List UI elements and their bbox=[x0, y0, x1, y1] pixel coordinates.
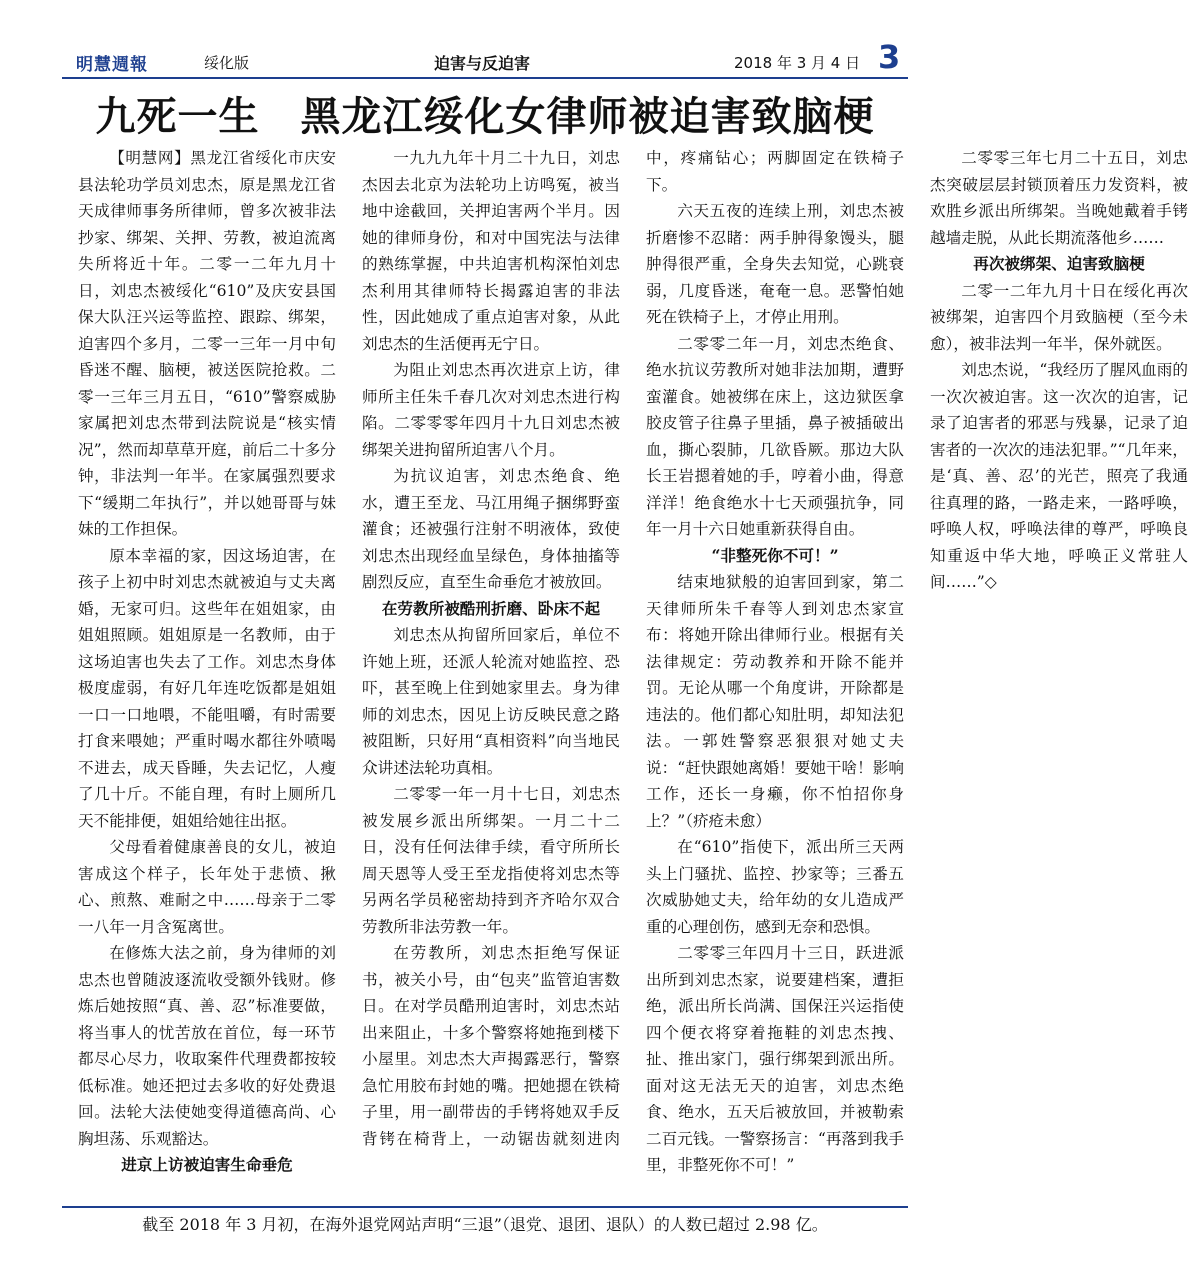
paragraph: 在劳教所，刘忠杰拒绝写保证书，被关小号，由“包夹”监管迫害数日。在对学员酷刑迫害时，刘忠杰站出来阻止，十多个警察将她拖到楼下小屋里。刘忠杰大声揭露恶行，警察急忙用胶布封她的嘴。把她摁在铁椅子里，用一副带齿的手铐将她双手反背铐在椅背上，一动锯齿就刻进肉中，疼痛钻心；两脚固定在铁椅子下。 bbox=[362, 149, 904, 1148]
paragraph: 二零零三年四月十三日，跃进派出所到刘忠杰家，说要建档案，遭拒绝，派出所长尚满、国保汪兴运指使四个便衣将穿着拖鞋的刘忠杰拽、扯、推出家门，强行绑架到派出所。面对这无法无天的迫害，刘忠杰绝食、绝水，五天后被放回，并被勒索二百元钱。一警察扬言：“再落到我手里，非整死你不可！” bbox=[646, 944, 904, 1174]
page-number: 3 bbox=[878, 38, 901, 76]
page-header bbox=[62, 38, 908, 78]
paragraph: 父母看着健康善良的女儿，被迫害成这个样子，长年处于悲愤、揪心、煎熬、难耐之中……母亲于二零一八年一月含冤离世。 bbox=[78, 838, 336, 936]
paragraph: 二零零三年七月二十五日，刘忠杰突破层层封锁顶着压力发资料，被欢胜乡派出所绑架。当晚她戴着手铐越墙走脱，从此长期流落他乡…… bbox=[930, 149, 1188, 247]
header-rule bbox=[62, 77, 908, 79]
paragraph: 在修炼大法之前，身为律师的刘忠杰也曾随波逐流收受额外钱财。修炼后她按照“真、善、忍”标准要做，将当事人的忧苦放在首位，每一环节都尽心尽力，收取案件代理费都按较低标准。她还把过去多收的好处费退回。法轮大法使她变得道德高尚、心胸坦荡、乐观豁达。 bbox=[78, 944, 336, 1148]
subheading: “非整死你不可！” bbox=[711, 545, 839, 565]
paragraph: 在“610”指使下，派出所三天两头上门骚扰、监控、抄家等；三番五次威胁她丈夫，给年幼的女儿造成严重的心理创伤，感到无奈和恐惧。 bbox=[646, 838, 904, 936]
paragraph: 二零零一年一月十七日，刘忠杰被发展乡派出所绑架。一月二十二日，没有任何法律手续，看守所所长周天恩等人受王至龙指使将刘忠杰等另两名学员秘密劫持到齐齐哈尔双合劳教所非法劳教一年。 bbox=[362, 785, 620, 936]
paragraph: 二零零二年一月，刘忠杰绝食、绝水抗议劳教所对她非法加期，遭野蛮灌食。她被绑在床上，这边狱医拿胶皮管子往鼻子里插，鼻子被插破出血，撕心裂肺，几欲昏厥。那边大队长王岩摁着她的手，哼着小曲，得意洋洋！绝食绝水十七天顽强抗争，同年一月十六日她重新获得自由。 bbox=[646, 334, 904, 538]
paragraph: 刘忠杰说，“我经历了腥风血雨的一次次被迫害。这一次次的迫害，记录了迫害者的邪恶与残暴，记录了迫害者的一次次的违法犯罪。”“几年来，是‘真、善、忍’的光芒，照亮了我通往真理的路，一路走来，一路呼唤，呼唤人权，呼唤法律的尊严，呼唤良知重返中华大地，呼唤正义常驻人间……”◇ bbox=[930, 361, 1188, 591]
section-title: 迫害与反迫害 bbox=[434, 54, 531, 73]
issue-date: 2018 年 3 月 4 日 bbox=[734, 54, 861, 72]
paragraph: 结束地狱般的迫害回到家，第二天律师所朱千春等人到刘忠杰家宣布：将她开除出律师行业。根据有关法律规定：劳动教养和开除不能并罚。无论从哪一个角度讲，开除都是违法的。他们都心知肚明，却知法犯法。一郭姓警察恶狠狠对她丈夫说：“赶快跟她离婚！要她干啥！影响工作，还长一身癞，你不怕招你身上？”（疥疮未愈） bbox=[646, 573, 904, 830]
article-title: 九死一生 黑龙江绥化女律师被迫害致脑梗 bbox=[95, 93, 875, 140]
paragraph: 为抗议迫害，刘忠杰绝食、绝水，遭王至龙、马江用绳子捆绑野蛮灌食；还被强行注射不明液体，致使刘忠杰出现经血呈绿色，身体抽搐等剧烈反应，直至生命垂危才被放回。 bbox=[362, 467, 620, 591]
footer-rule bbox=[62, 1206, 908, 1208]
paragraph: 原本幸福的家，因这场迫害，在孩子上初中时刘忠杰就被迫与丈夫离婚，无家可归。这些年在姐姐家，由姐姐照顾。姐姐原是一名教师，由于这场迫害也失去了工作。刘忠杰身体极度虚弱，有好几年连吃饭都是姐姐一口一口地喂，不能咀嚼，有时需要打食来喂她；严重时喝水都往外喷喝不进去，成天昏睡，失去记忆，人瘦了几十斤。不能自理，有时上厕所几天不能排便，姐姐给她往出抠。 bbox=[78, 546, 336, 830]
edition-label: 绥化版 bbox=[204, 54, 250, 72]
paragraph: 【明慧网】黑龙江省绥化市庆安县法轮功学员刘忠杰，原是黑龙江省天成律师事务所律师，曾多次被非法抄家、绑架、关押、劳教，被迫流离失所将近十年。二零一二年九月十日，刘忠杰被绥化“610”及庆安县国保大队汪兴运等监控、跟踪、绑架，迫害四个多月，二零一三年一月中旬昏迷不醒、脑梗，被送医院抢救。二零一三年三月五日，“610”警察威胁家属把刘忠杰带到法院说是“核实情况”，然而却草草开庭，前后二十多分钟，非法判一年半。在家属强烈要求下“缓期二年执行”，并以她哥哥与妹妹的工作担保。 bbox=[78, 149, 336, 538]
article-body bbox=[78, 145, 1188, 1203]
subheading: 再次被绑架、迫害致脑梗 bbox=[973, 254, 1145, 273]
paragraph: 六天五夜的连续上刑，刘忠杰被折磨惨不忍睹：两手肿得象馒头，腿肿得很严重，全身失去知觉，心跳衰弱，几度昏迷，奄奄一息。恶警怕她死在铁椅子上，才停止用刑。 bbox=[646, 202, 904, 326]
subheading: 在劳教所被酷刑折磨、卧床不起 bbox=[381, 598, 601, 618]
paragraph: 刘忠杰从拘留所回家后，单位不许她上班，还派人轮流对她监控、恐吓，甚至晚上住到她家里去。身为律师的刘忠杰，因见上访反映民意之路被阻断，只好用“真相资料”向当地民众讲述法轮功真相。 bbox=[362, 626, 620, 777]
paragraph: 一九九九年十月二十九日，刘忠杰因去北京为法轮功上访鸣冤，被当地中途截回，关押迫害两个半月。因她的律师身份，和对中国宪法与法律的熟练掌握，中共迫害机构深怕刘忠杰利用其律师特长揭露迫害的非法性，因此她成了重点迫害对象，从此刘忠杰的生活便再无宁日。 bbox=[362, 149, 620, 353]
footer-notice: 截至 2018 年 3 月初，在海外退党网站声明“三退”（退党、退团、退队）的人数已超过 2.98 亿。 bbox=[142, 1215, 828, 1234]
subheading: 进京上访被迫害生命垂危 bbox=[121, 1155, 293, 1174]
paragraph: 为阻止刘忠杰再次进京上访，律师所主任朱千春几次对刘忠杰进行构陷。二零零零年四月十九日刘忠杰被绑架关进拘留所迫害八个月。 bbox=[362, 361, 620, 459]
paragraph: 二零一二年九月十日在绥化再次被绑架，迫害四个月致脑梗（至今未愈），被非法判一年半，保外就医。 bbox=[930, 281, 1188, 353]
masthead-brand: 明慧週報 bbox=[76, 55, 148, 75]
